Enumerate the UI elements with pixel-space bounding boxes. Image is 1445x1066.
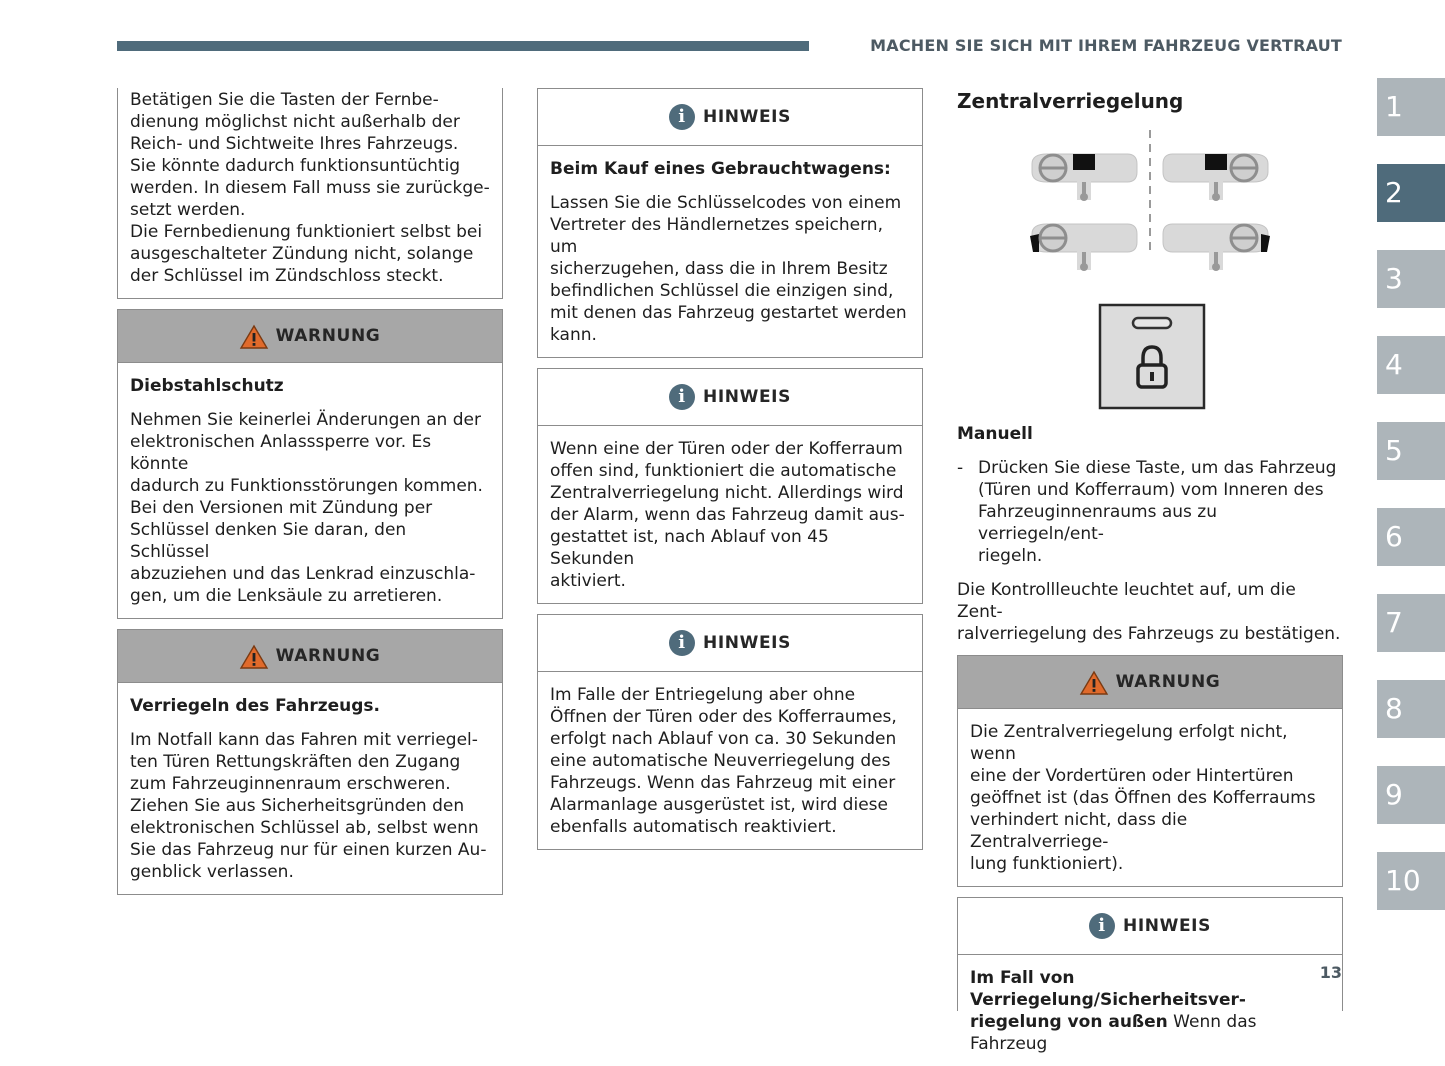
- warning-label: WARNUNG: [1115, 672, 1221, 692]
- chapter-tab-6[interactable]: 6: [1377, 508, 1445, 566]
- warning-triangle-icon: [240, 644, 268, 669]
- column-3: [957, 89, 1343, 1054]
- warning-text: Nehmen Sie keinerlei Änderungen an der elektronischen Anlasssperre vor. Es könnte dadurch zu Funktionsstörungen kommen. Bei den Versionen mit Zündung per Schlüssel denken Sie daran, den Schlüssel abzuziehen und das Lenkrad einzuschla- gen, um die Lenksäule zu arretieren.: [130, 410, 483, 606]
- note-header: [538, 615, 922, 672]
- intro-text: Betätigen Sie die Tasten der Fernbe- dienung möglichst nicht außerhalb der Reich- und Sichtweite Ihres Fahrzeugs. Sie könnte dadurch funktionsuntüchtig werden. In diesem Fall muss sie zurückge- setzt werden. Die Fernbedienung funktioniert selbst bei ausgeschalteter Zündung nicht, solange der Schlüssel im Zündschloss steckt.: [130, 90, 490, 286]
- note-title: Beim Kauf eines Gebrauchtwagens:: [550, 159, 891, 179]
- note-header: [538, 89, 922, 146]
- info-icon: i: [669, 630, 695, 656]
- intro-box: [117, 88, 503, 299]
- note-label: HINWEIS: [703, 387, 791, 407]
- note-title: Im Fall von Verriegelung/Sicherheitsver- riegelung von außen: [970, 968, 1246, 1032]
- manual-instruction-text: Drücken Sie diese Taste, um das Fahrzeug (Türen und Kofferraum) vom Inneren des Fahrzeuginnenraums aus zu verriegeln/ent- riegeln.: [978, 458, 1337, 566]
- chapter-header: MACHEN SIE SICH MIT IHREM FAHRZEUG VERTRAUT: [870, 36, 1342, 55]
- manual-title: Manuell: [957, 424, 1033, 444]
- info-icon: i: [669, 104, 695, 130]
- note-text: Lassen Sie die Schlüsselcodes von einem Vertreter des Händlernetzes speichern, um sicherzugehen, dass die in Ihrem Besitz befindlichen Schlüssel die einzigen sind, mit denen das Fahrzeug gestartet werden kann.: [550, 193, 907, 345]
- manual-confirmation-text: Die Kontrollleuchte leuchtet auf, um die Zent- ralverriegelung des Fahrzeugs zu bestätigen.: [957, 580, 1341, 644]
- chapter-tab-3[interactable]: 3: [1377, 250, 1445, 308]
- note-label: HINWEIS: [703, 633, 791, 653]
- warning-title: Diebstahlschutz: [130, 376, 284, 396]
- chapter-tab-5[interactable]: 5: [1377, 422, 1445, 480]
- chapter-tab-9[interactable]: 9: [1377, 766, 1445, 824]
- warning-header: [118, 310, 502, 363]
- warning-triangle-icon: [240, 324, 268, 349]
- warning-box-theft: [117, 309, 503, 619]
- note-header: [958, 898, 1342, 955]
- note-box-used-car: [537, 88, 923, 358]
- warning-box-central-locking: [957, 655, 1343, 887]
- info-icon: i: [1089, 913, 1115, 939]
- manual-instruction: [957, 457, 1343, 567]
- column-1: [117, 88, 503, 905]
- note-box-relock: [537, 614, 923, 850]
- chapter-tabs: [1377, 78, 1445, 938]
- note-text: Wenn das Fahrzeug: [970, 1012, 1257, 1054]
- lock-button-icon: [1100, 305, 1204, 408]
- dashboard-lhd-variant-icon: [1030, 224, 1137, 271]
- note-box-outside-locking-clip: [957, 897, 1343, 1054]
- warning-title: Verriegeln des Fahrzeugs.: [130, 696, 381, 716]
- chapter-tab-1[interactable]: 1: [1377, 78, 1445, 136]
- warning-label: WARNUNG: [275, 646, 381, 666]
- info-icon: i: [669, 384, 695, 410]
- warning-label: WARNUNG: [275, 326, 381, 346]
- note-text: Im Falle der Entriegelung aber ohne Öffnen der Türen oder des Kofferraumes, erfolgt nach Ablauf von ca. 30 Sekunden eine automatische Neuverriegelung des Fahrzeugs. Wenn das Fahrzeug mit einer Alarmanlage ausgerüstet ist, wird diese ebenfalls automatisch reaktiviert.: [550, 685, 897, 837]
- chapter-tab-8[interactable]: 8: [1377, 680, 1445, 738]
- page-number: 13: [1319, 963, 1342, 982]
- warning-triangle-icon: [1080, 670, 1108, 695]
- warning-header: [118, 630, 502, 683]
- chapter-tab-4[interactable]: 4: [1377, 336, 1445, 394]
- warning-header: [958, 656, 1342, 709]
- bullet-dash: -: [957, 458, 964, 478]
- section-title: Zentralverriegelung: [957, 89, 1184, 113]
- warning-text: Im Notfall kann das Fahren mit verriegel- ten Türen Rettungskräften den Zugang zum Fahrzeuginnenraum erschweren. Ziehen Sie aus Sicherheitsgründen den elektronischen Schlüssel ab, selbst wenn Sie das Fahrzeug nur für einen kurzen Au- genblick verlassen.: [130, 730, 487, 882]
- central-locking-illustration: [957, 124, 1343, 409]
- chapter-tab-7[interactable]: 7: [1377, 594, 1445, 652]
- column-2: [537, 88, 923, 860]
- note-label: HINWEIS: [703, 107, 791, 127]
- chapter-tab-2[interactable]: 2: [1377, 164, 1445, 222]
- warning-text: Die Zentralverriegelung erfolgt nicht, wenn eine der Vordertüren oder Hintertüren geöffnet ist (das Öffnen des Kofferraums verhindert nicht, dass die Zentralverriege- lung funktioniert).: [970, 722, 1316, 874]
- chapter-tab-10[interactable]: 10: [1377, 852, 1445, 910]
- dashboard-lhd-icon: [1032, 154, 1137, 201]
- note-text: Wenn eine der Türen oder der Kofferraum offen sind, funktioniert die automatische Zentralverriegelung nicht. Allerdings wird der Alarm, wenn das Fahrzeug damit aus- gestattet ist, nach Ablauf von 45 Sekunden aktiviert.: [550, 439, 905, 591]
- dashboard-rhd-variant-icon: [1163, 224, 1270, 271]
- note-header: [538, 369, 922, 426]
- note-label: HINWEIS: [1123, 916, 1211, 936]
- header-bar: [117, 41, 809, 51]
- note-box-doors-open: [537, 368, 923, 604]
- dashboard-rhd-icon: [1163, 154, 1268, 201]
- warning-box-locking: [117, 629, 503, 895]
